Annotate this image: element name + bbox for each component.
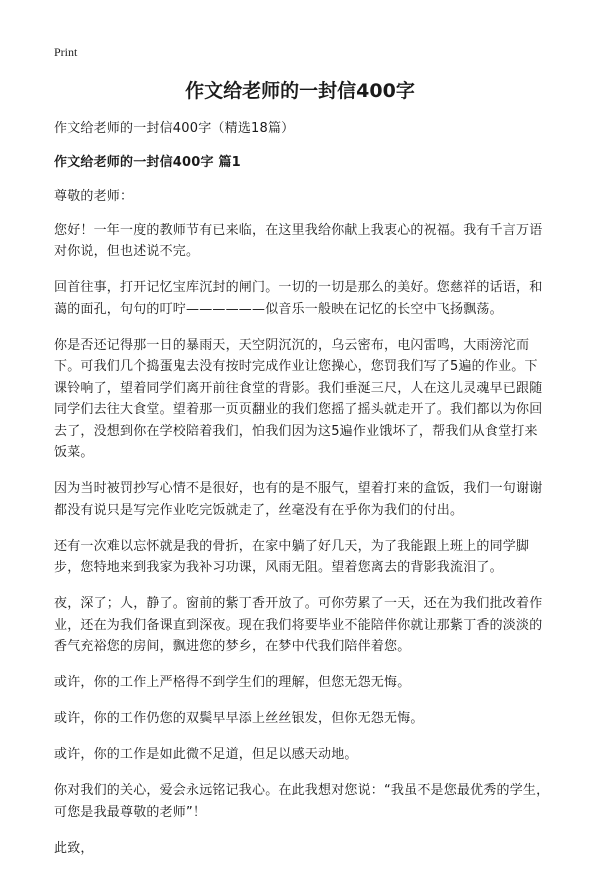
paragraph: 或许，你的工作仍您的双鬓早早添上丝丝银发，但你无怨无悔。 xyxy=(54,711,424,726)
paragraph: 还有一次难以忘怀就是我的骨折，在家中躺了好几天，为了我能跟上班上的同学脚步，您特地来到我家为我补习功课，风雨无阻。望着您离去的背影我流泪了。 xyxy=(54,538,530,575)
paragraph: 回首往事，打开记忆宝库沉封的闸门。一切的一切是那么的美好。您慈祥的话语，和蔼的面孔，句句的叮咛——————似音乐一般映在记忆的长空中飞扬飘荡。 xyxy=(54,280,543,317)
closing-line: 此致， xyxy=(54,840,94,856)
paragraph: 您好！一年一度的教师节有已来临，在这里我给你献上我衷心的祝福。我有千言万语对你说，但也述说不完。 xyxy=(54,222,543,259)
article-body xyxy=(54,118,550,874)
print-link[interactable]: Print xyxy=(54,45,78,59)
paragraph: 你对我们的关心，爱会永远铭记我心。在此我想对您说：“我虽不是您最优秀的学生，可您是我最尊敬的老师”！ xyxy=(54,783,550,820)
section-heading: 作文给老师的一封信400字 篇1 xyxy=(54,155,241,170)
paragraph: 你是否还记得那一日的暴雨天，天空阴沉沉的，乌云密布，电闪雷鸣，大雨滂沱而下。可我们几个捣蛋鬼去没有按时完成作业让您操心，您罚我们写了5遍的作业。下课铃响了，望着同学们离开前往食堂的背影。我们垂涎三尺，人在这儿灵魂早已跟随同学们去往大食堂。望着那一页页翻业的我们您摇了摇头就走开了。我们都以为你回去了，没想到你在学校陪着我们，怕我们因为这5遍作业饿坏了，帮我们从食堂打来饭菜。 xyxy=(54,337,543,460)
paragraph: 或许，你的工作上严格得不到学生们的理解，但您无怨无悔。 xyxy=(54,675,411,690)
page-title: 作文给老师的一封信400字 xyxy=(185,80,415,102)
paragraph: 因为当时被罚抄写心情不是很好，也有的是不服气，望着打来的盒饭，我们一句谢谢都没有说只是写完作业吃完饭就走了，丝毫没有在乎你为我们的付出。 xyxy=(54,481,543,518)
paragraph: 夜，深了；人，静了。窗前的紫丁香开放了。可你劳累了一天，还在为我们批改着作业，还在为我们备课直到深夜。现在我们将要毕业不能陪伴你就让那紫丁香的淡淡的香气充裕您的房间，飘进您的梦乡，在梦中代我们陪伴着您。 xyxy=(54,596,543,654)
paragraph: 或许，你的工作是如此微不足道，但足以感天动地。 xyxy=(54,747,358,762)
salutation: 尊敬的老师： xyxy=(54,189,134,204)
article-subtitle: 作文给老师的一封信400字（精选18篇） xyxy=(54,121,295,136)
